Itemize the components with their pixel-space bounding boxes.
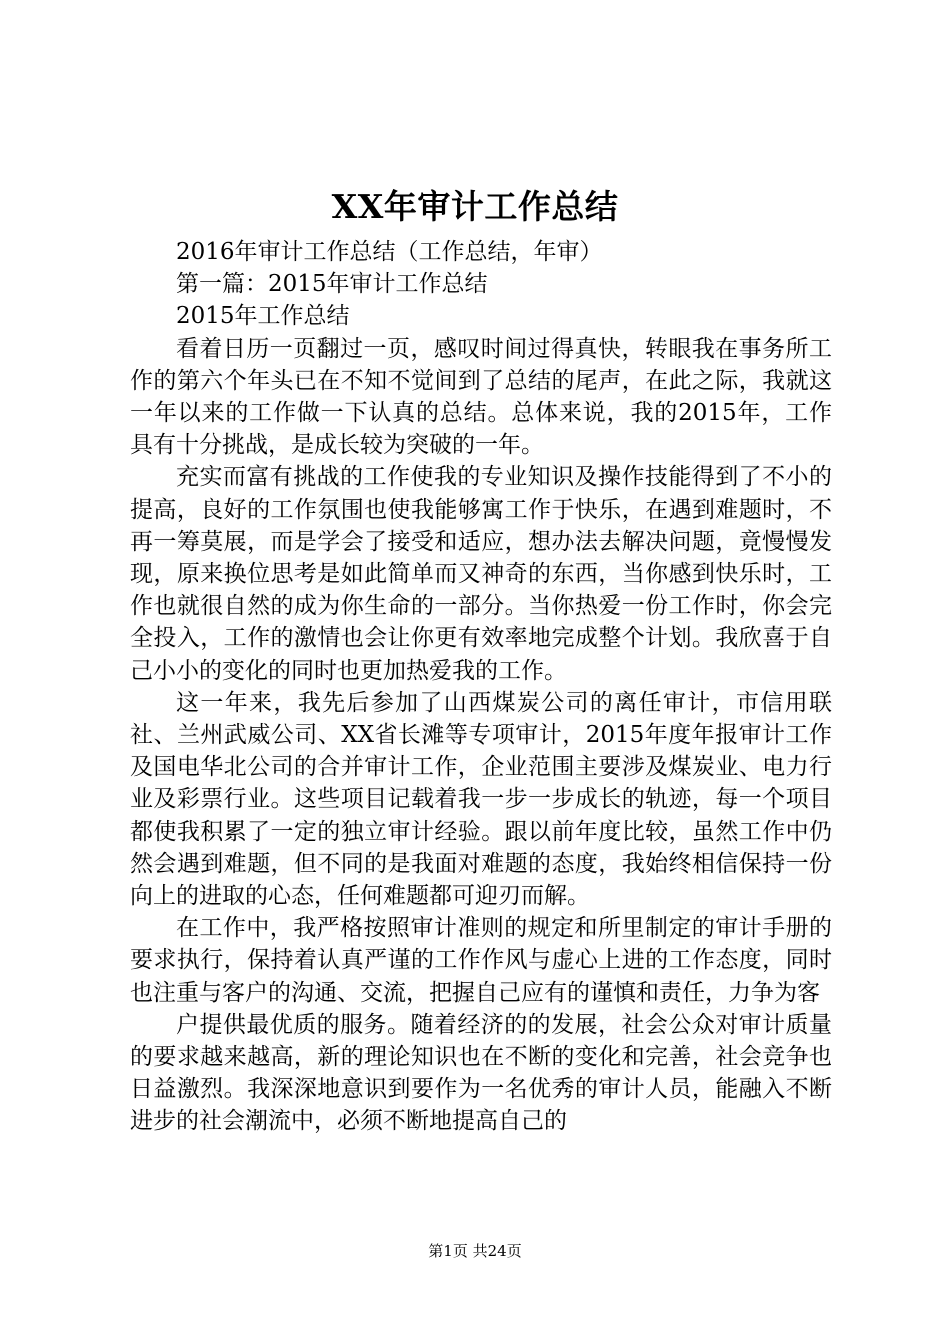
paragraph: 这一年来，我先后参加了山西煤炭公司的离任审计，市信用联社、兰州武威公司、XX省长滩等专项审计，2015年度年报审计工作及国电华北公司的合并审计工作，企业范围主要涉及煤炭业、电力行业及彩票行业。这些项目记载着我一步一步成长的轨迹，每一个项目都使我积累了一定的独立审计经验。跟以前年度比较，虽然工作中仍然会遇到难题，但不同的是我面对难题的态度，我始终相信保持一份向上的进取的心态，任何难题都可迎刃而解。: [130, 689, 832, 910]
paragraph: 在工作中，我严格按照审计准则的规定和所里制定的审计手册的要求执行，保持着认真严谨的工作作风与虚心上进的工作态度，同时也注重与客户的沟通、交流，把握自己应有的谨慎和责任，力争为客: [130, 915, 832, 1006]
paragraph: 充实而富有挑战的工作使我的专业知识及操作技能得到了不小的提高，良好的工作氛围也使我能够寓工作于快乐，在遇到难题时，不再一筹莫展，而是学会了接受和适应，想办法去解决问题，竟慢慢发现，原来换位思考是如此简单而又神奇的东西，当你感到快乐时，工作也就很自然的成为你生命的一部分。当你热爱一份工作时，你会完全投入，工作的激情也会让你更有效率地完成整个计划。我欣喜于自己小小的变化的同时也更加热爱我的工作。: [130, 464, 832, 684]
paragraph: 2015年工作总结: [176, 303, 350, 330]
paragraph: 2016年审计工作总结（工作总结，年审）: [176, 239, 603, 265]
document-body: [130, 236, 832, 1138]
document-title: XX年审计工作总结: [331, 187, 619, 226]
paragraph: 户提供最优质的服务。随着经济的的发展，社会公众对审计质量的要求越来越高，新的理论知识也在不断的变化和完善，社会竞争也日益激烈。我深深地意识到要作为一名优秀的审计人员，能融入不断进步的社会潮流中，必须不断地提高自己的: [130, 1011, 832, 1135]
page-number-footer: 第1页 共24页: [428, 1242, 522, 1260]
paragraph: 看着日历一页翻过一页，感叹时间过得真快，转眼我在事务所工作的第六个年头已在不知不觉间到了总结的尾声，在此之际，我就这一年以来的工作做一下认真的总结。总体来说，我的2015年，工作具有十分挑战，是成长较为突破的一年。: [130, 335, 832, 459]
paragraph: 第一篇：2015年审计工作总结: [176, 271, 488, 298]
